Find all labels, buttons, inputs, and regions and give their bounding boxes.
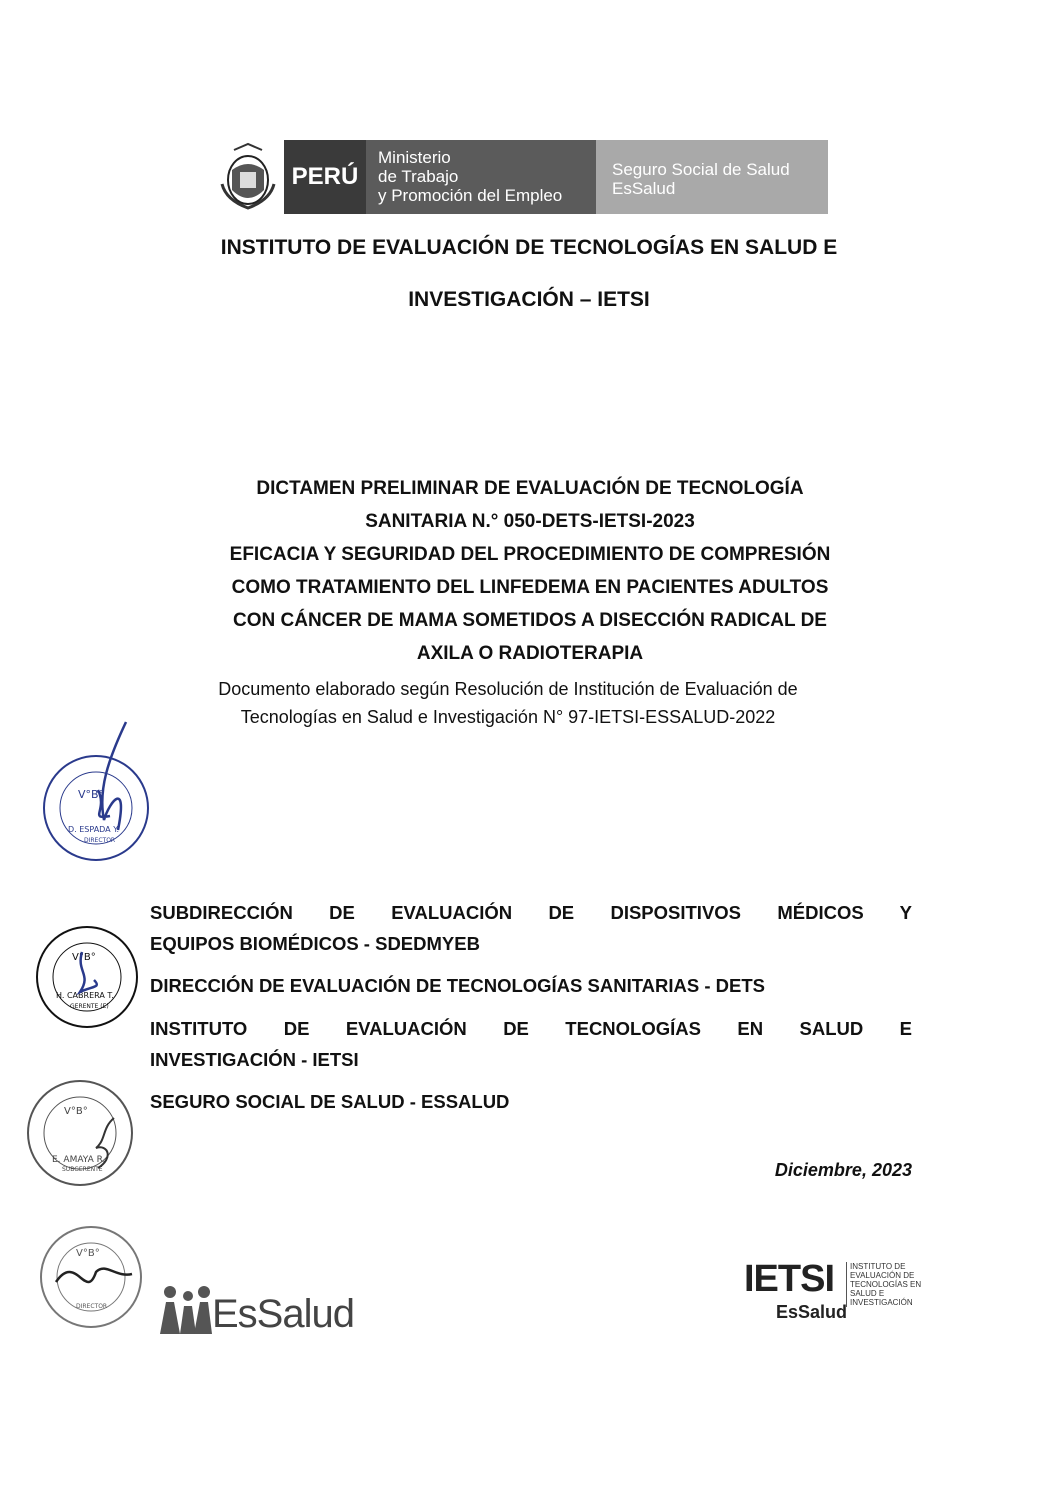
stamp-role: SUBGERENTE (62, 1166, 103, 1173)
document-date: Diciembre, 2023 (774, 1160, 912, 1180)
stamp-vb: V°B° (76, 1248, 100, 1259)
ministry-label: Ministerio de Trabajo y Promoción del Empleo (366, 140, 596, 214)
essalud-header-label: Seguro Social de Salud EsSalud (596, 140, 828, 214)
stamp-role: GERENTE (E) (70, 1003, 109, 1010)
unit-sdedmyeb: SUBDIRECCIÓN DE EVALUACIÓN DE DISPOSITIVOS MÉDICOS Y EQUIPOS BIOMÉDICOS - SDEDMYEB (150, 902, 912, 954)
dictamen-title: DICTAMEN PRELIMINAR DE EVALUACIÓN DE TECNOLOGÍA SANITARIA N.° 050-DETS-IETSI-2023 EFICACIA Y SEGURIDAD DEL PROCEDIMIENTO DE COMPRESIÓN COMO TRATAMIENTO DEL LINFEDEMA EN PACIENTES ADULTOS CON CÁNCER DE MAMA SOMETIDOS A DISECCIÓN RADICAL DE AXILA O RADIOTERAPIA (229, 478, 831, 664)
unit-essalud: SEGURO SOCIAL DE SALUD - ESSALUD (150, 1091, 510, 1112)
stamp-role: DIRECTOR (84, 837, 116, 844)
unit-dets: DIRECCIÓN DE EVALUACIÓN DE TECNOLOGÍAS SANITARIAS - DETS (150, 975, 765, 996)
unit-ietsi: INSTITUTO DE EVALUACIÓN DE TECNOLOGÍAS EN SALUD E INVESTIGACIÓN - IETSI (150, 1018, 912, 1070)
stamp-name: H. CABRERA T. (56, 991, 114, 1000)
document-subtitle: Documento elaborado según Resolución de Institución de Evaluación de Tecnologías en Salud e Investigación N° 97-IETSI-ESSALUD-2022 (218, 679, 798, 727)
essalud-family-icon (158, 1284, 214, 1336)
stamp-vb: V°B° (72, 952, 96, 963)
approval-stamp-1 (38, 720, 158, 870)
stamp-vb: V°B° (64, 1106, 88, 1117)
stamp-name: E. AMAYA R. (52, 1155, 106, 1165)
government-logo-bar (212, 140, 828, 214)
peru-coat-of-arms-icon (212, 140, 284, 214)
institute-title: INSTITUTO DE EVALUACIÓN DE TECNOLOGÍAS EN SALUD E INVESTIGACIÓN – IETSI (220, 236, 838, 311)
stamp-name: D. ESPADA Y. (68, 825, 120, 834)
approval-stamp-2 (32, 922, 142, 1032)
ietsi-logo-description: INSTITUTO DE EVALUACIÓN DE TECNOLOGÍAS EN SALUD E INVESTIGACIÓN (846, 1262, 930, 1307)
stamp-vb: V°B° (78, 788, 105, 801)
approval-stamp-4 (36, 1222, 146, 1332)
essalud-logo-text: EsSalud (212, 1292, 354, 1336)
stamp-role: DIRECTOR (76, 1303, 108, 1310)
peru-label: PERÚ (284, 140, 366, 214)
approval-stamp-3 (18, 1078, 138, 1188)
signature-icon (56, 1269, 132, 1282)
ietsi-logo-subtext: EsSalud (776, 1302, 848, 1322)
ietsi-logo-text: IETSI (744, 1258, 835, 1300)
